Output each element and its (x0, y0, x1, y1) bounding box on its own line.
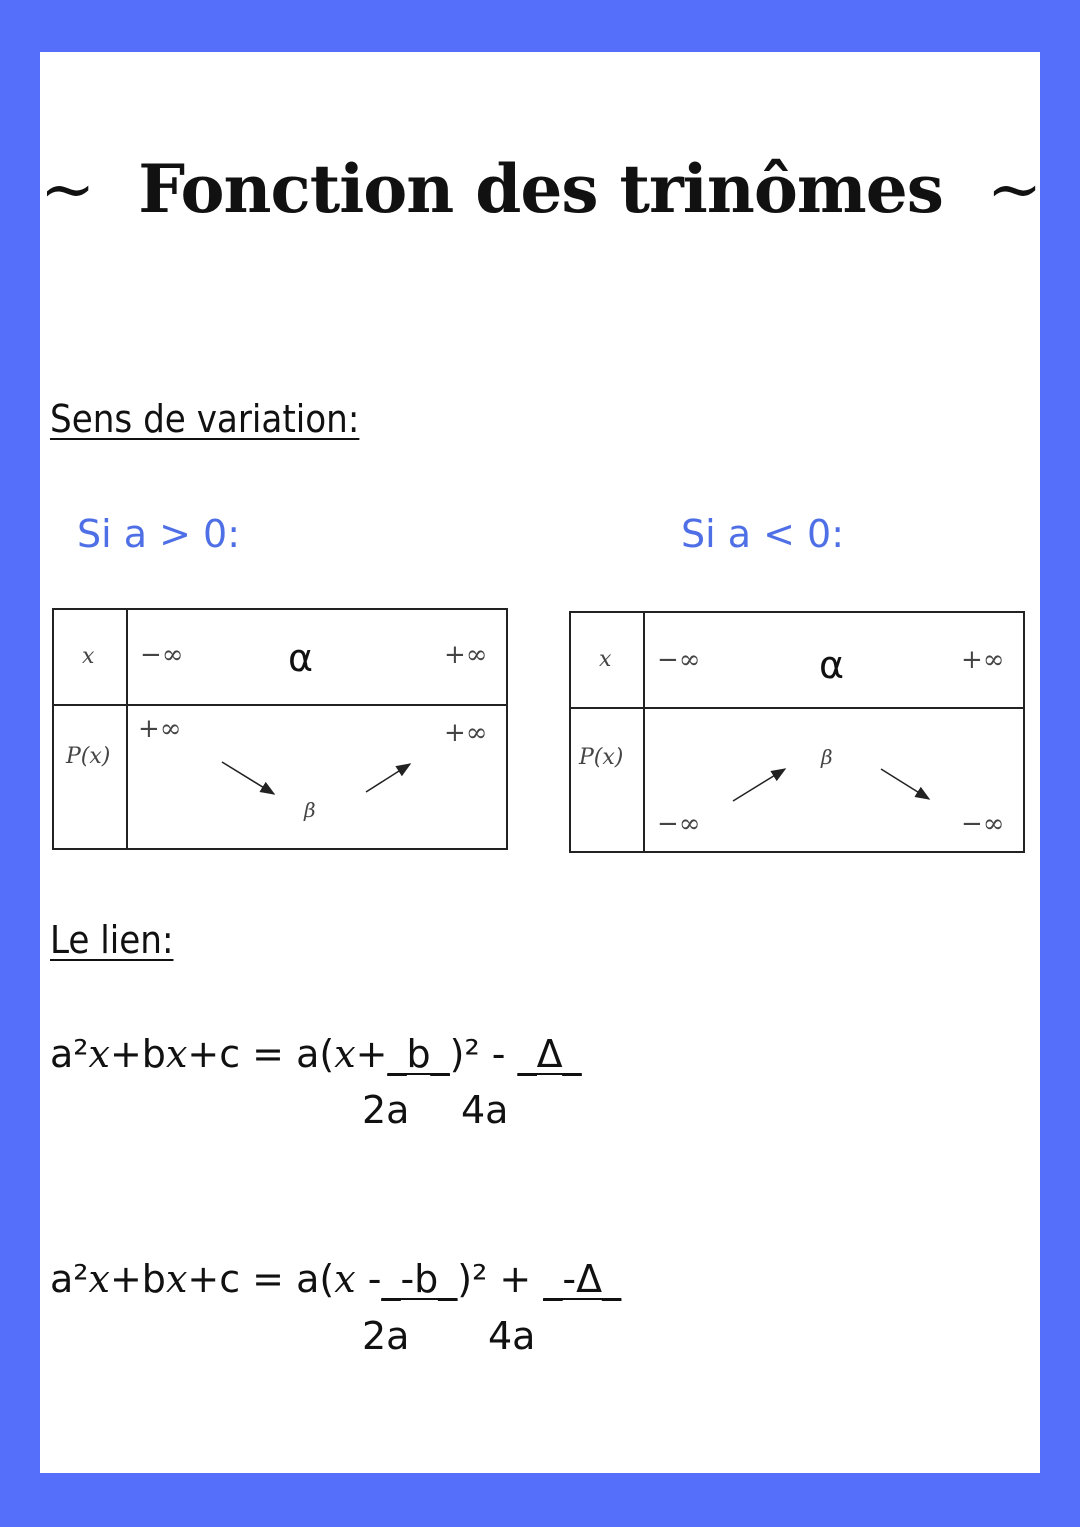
variation-table-positive (52, 608, 508, 850)
formula-canonical-2 (50, 1257, 621, 1301)
alpha-value: α (288, 636, 314, 680)
numerator-b: _b_ (387, 1032, 450, 1076)
title-tilde-right: ~ (986, 151, 1042, 228)
variable-x: x (334, 1257, 356, 1301)
formula-part: a² (50, 1032, 89, 1076)
p-label: P(x) (579, 745, 624, 770)
variable-x: x (88, 1032, 110, 1076)
minus-infinity: −∞ (140, 640, 184, 670)
increasing-arrow (733, 769, 785, 801)
case-a-negative: Si a < 0: (681, 512, 845, 556)
p-bottom-left-value: −∞ (657, 809, 701, 839)
document-page (40, 52, 1040, 1473)
page-title (40, 150, 1040, 228)
x-label: x (82, 644, 95, 669)
variable-x: x (334, 1032, 356, 1076)
p-top-left-value: +∞ (138, 714, 182, 744)
formula-part: +c = a( (187, 1032, 335, 1076)
plus-infinity: +∞ (961, 645, 1005, 675)
beta-value: β (304, 798, 316, 822)
decreasing-arrow (881, 769, 929, 799)
p-bottom-right-value: −∞ (961, 809, 1005, 839)
heading-le-lien: Le lien: (50, 918, 174, 962)
variation-arrows (54, 610, 506, 848)
denominator-2a: 2a (362, 1088, 410, 1132)
formula-part: - (355, 1257, 382, 1301)
p-top-right-value: +∞ (444, 718, 488, 748)
variable-x: x (165, 1257, 188, 1301)
p-label: P(x) (66, 744, 111, 769)
variable-x: x (165, 1032, 188, 1076)
numerator-minus-b: _-b_ (381, 1257, 458, 1301)
formula-part: +b (109, 1257, 166, 1301)
formula-part: )² + (457, 1257, 544, 1301)
formula-part: + (355, 1032, 388, 1076)
heading-sens-de-variation: Sens de variation: (50, 397, 360, 441)
denominator-4a: 4a (461, 1088, 509, 1132)
variation-table-negative (569, 611, 1025, 853)
numerator-minus-delta: _-Δ_ (543, 1257, 622, 1301)
plus-infinity: +∞ (444, 640, 488, 670)
formula-part: +b (109, 1032, 166, 1076)
decreasing-arrow (222, 762, 274, 794)
increasing-arrow (366, 764, 410, 792)
title-text: Fonction des trinômes (138, 150, 943, 228)
formula-part: a² (50, 1257, 89, 1301)
formula-canonical-1 (50, 1032, 582, 1076)
case-a-positive: Si a > 0: (77, 512, 241, 556)
beta-value: β (821, 745, 833, 769)
x-label: x (599, 647, 612, 672)
variation-arrows (571, 613, 1023, 851)
denominator-2a: 2a (362, 1314, 410, 1358)
title-tilde-left: ~ (40, 151, 95, 228)
alpha-value: α (819, 643, 845, 687)
variable-x: x (88, 1257, 110, 1301)
numerator-delta: _Δ_ (517, 1032, 582, 1076)
minus-infinity: −∞ (657, 645, 701, 675)
formula-part: )² - (449, 1032, 518, 1076)
formula-part: +c = a( (187, 1257, 335, 1301)
denominator-4a: 4a (488, 1314, 536, 1358)
